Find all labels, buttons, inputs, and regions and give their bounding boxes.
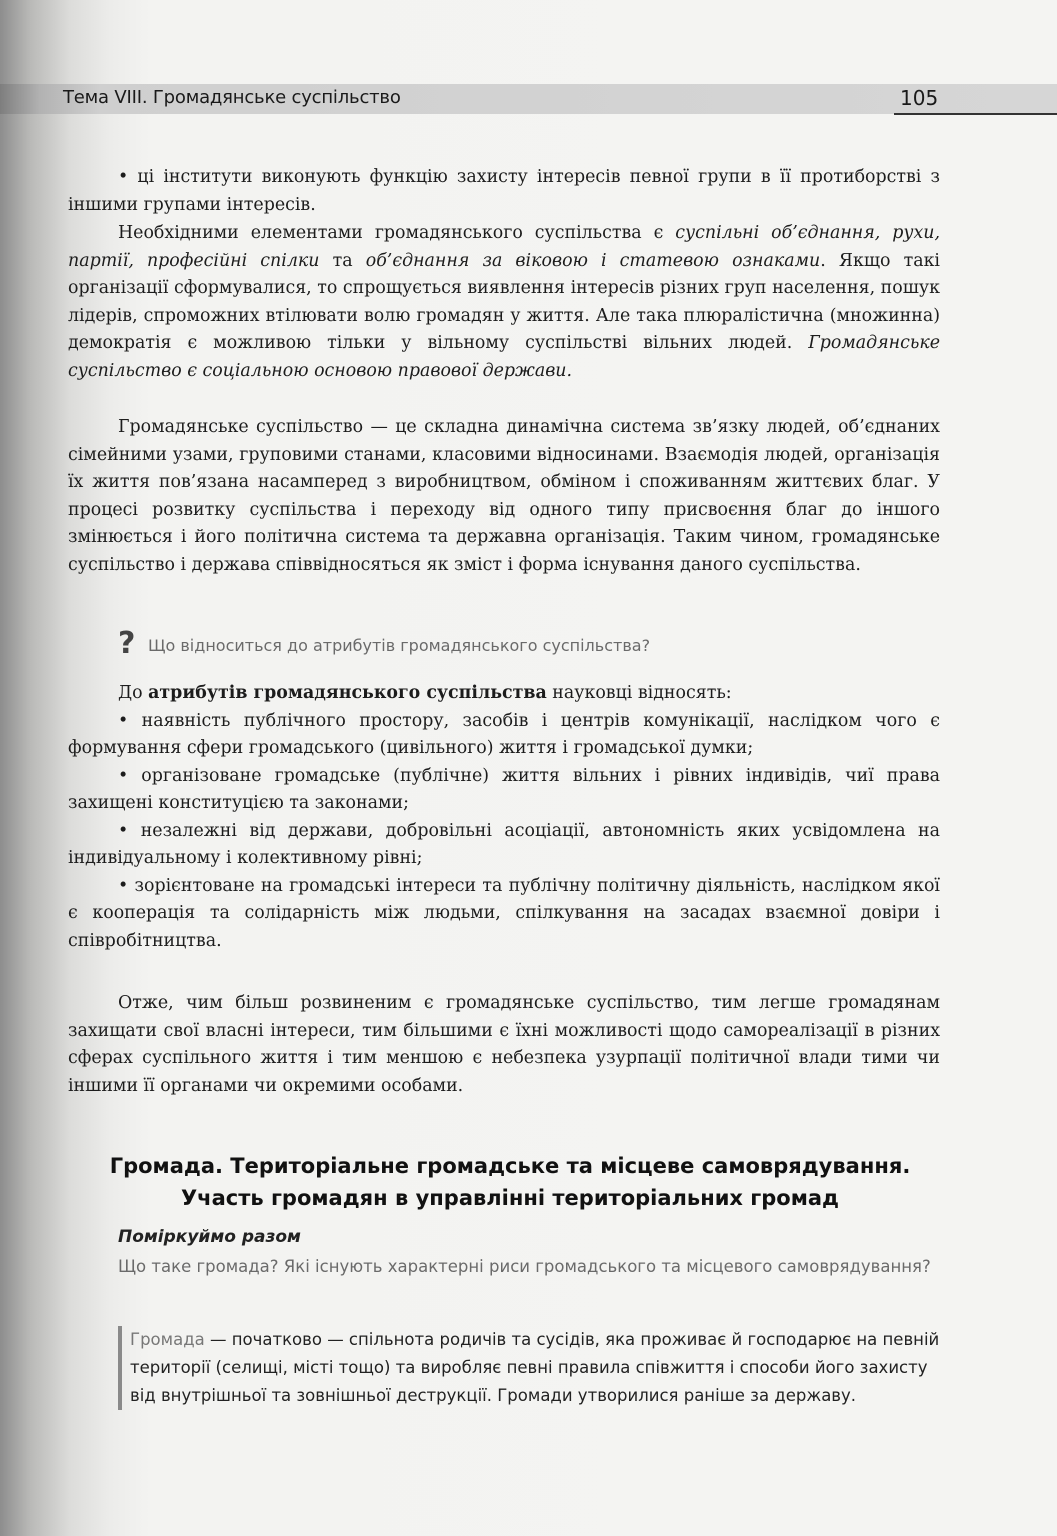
conclusion-paragraph: Отже, чим більш розвиненим є громадянське суспільство, тим легше громадянам захищати свої власні інтереси, тим більшими є їхні можливості щодо самореалізації в різних сферах суспільного життя і тим меншою є небезпека узурпації політичної влади тими чи іншими її органами чи окремими особами. [68, 993, 940, 1096]
list-item: • наявність публічного простору, засобів і центрів комунікації, наслідком чого є формування сфери громадського (цивільного) життя і громадської думки; [68, 710, 940, 758]
attributes-list [68, 680, 940, 955]
think-together-title: Поміркуймо разом [118, 1227, 301, 1247]
list-item: • незалежні від держави, добровільні асоціації, автономність яких усвідомлена на індивідуальному і колективному рівні; [68, 820, 940, 868]
chapter-title: Тема VIII. Громадянське суспільство [63, 87, 401, 108]
list-item: • організоване громадське (публічне) життя вільних і рівних індивідів, чиї права захищені конституцією та законами; [68, 765, 940, 813]
definition-term: Громада [130, 1330, 205, 1349]
definition-text: — початково — спільнота родичів та сусідів, яка проживає й господарює на певній території (селищі, місті тощо) та виробляє певні правила співжиття і способи його захисту від внутрішньої та зовнішньої деструкції. Громади утворилися раніше за державу. [130, 1330, 940, 1405]
question-mark-icon: ? [118, 626, 136, 661]
section-heading-line-2: Участь громадян в управлінні територіальних громад [180, 1186, 840, 1210]
bullet-paragraph: • ці інститути виконують функцію захисту інтересів певної групи в її протиборстві з іншими групами інтересів. [68, 167, 940, 215]
question-block [118, 626, 938, 662]
list-item: • зорієнтоване на громадські інтереси та публічну політичну діяльність, наслідком якої є кооперація та солідарність між людьми, спілкування на засадах взаємної довіри і співробітництва. [68, 875, 940, 951]
attributes-intro: До атрибутів громадянського суспільства науковці відносять: [118, 683, 732, 703]
page-number: 105 [900, 86, 939, 110]
definition-box [118, 1326, 952, 1410]
question-text: Що відноситься до атрибутів громадянського суспільства? [148, 636, 651, 655]
section-heading-line-1: Громада. Територіальне громадське та місцеве самоврядування. [109, 1154, 911, 1178]
elements-paragraph: Необхідними елементами громадянського суспільства є суспільні об’єднання, рухи, партії, професійні спілки та об’єднання за віковою і статевою ознаками. Якщо такі організації сформувалися, то спрощується виявлення інтересів різних груп населення, пошук лідерів, спроможних втілювати волю громадян у життя. Але така плюралістична (множинна) демократія є можливою тільки у вільному суспільстві вільних людей. Громадянське суспільство є соціальною основою правової держави. [68, 223, 940, 381]
think-together-text: Що таке громада? Які існують характерні риси громадського та місцевого самоврядування? [118, 1257, 931, 1276]
definition-paragraph: Громадянське суспільство — це складна динамічна система зв’язку людей, об’єднаних сімейними узами, груповими станами, класовими відносинами. Взаємодія людей, організація їх життя пов’язана насамперед з виробництвом, обміном і споживанням життєвих благ. У процесі розвитку суспільства і переходу від одного типу присвоєння благ до іншого змінюється і його політична система та державна організація. Таким чином, громадянське суспільство і держава співвідносяться як зміст і форма існування даного суспільства. [68, 417, 940, 575]
